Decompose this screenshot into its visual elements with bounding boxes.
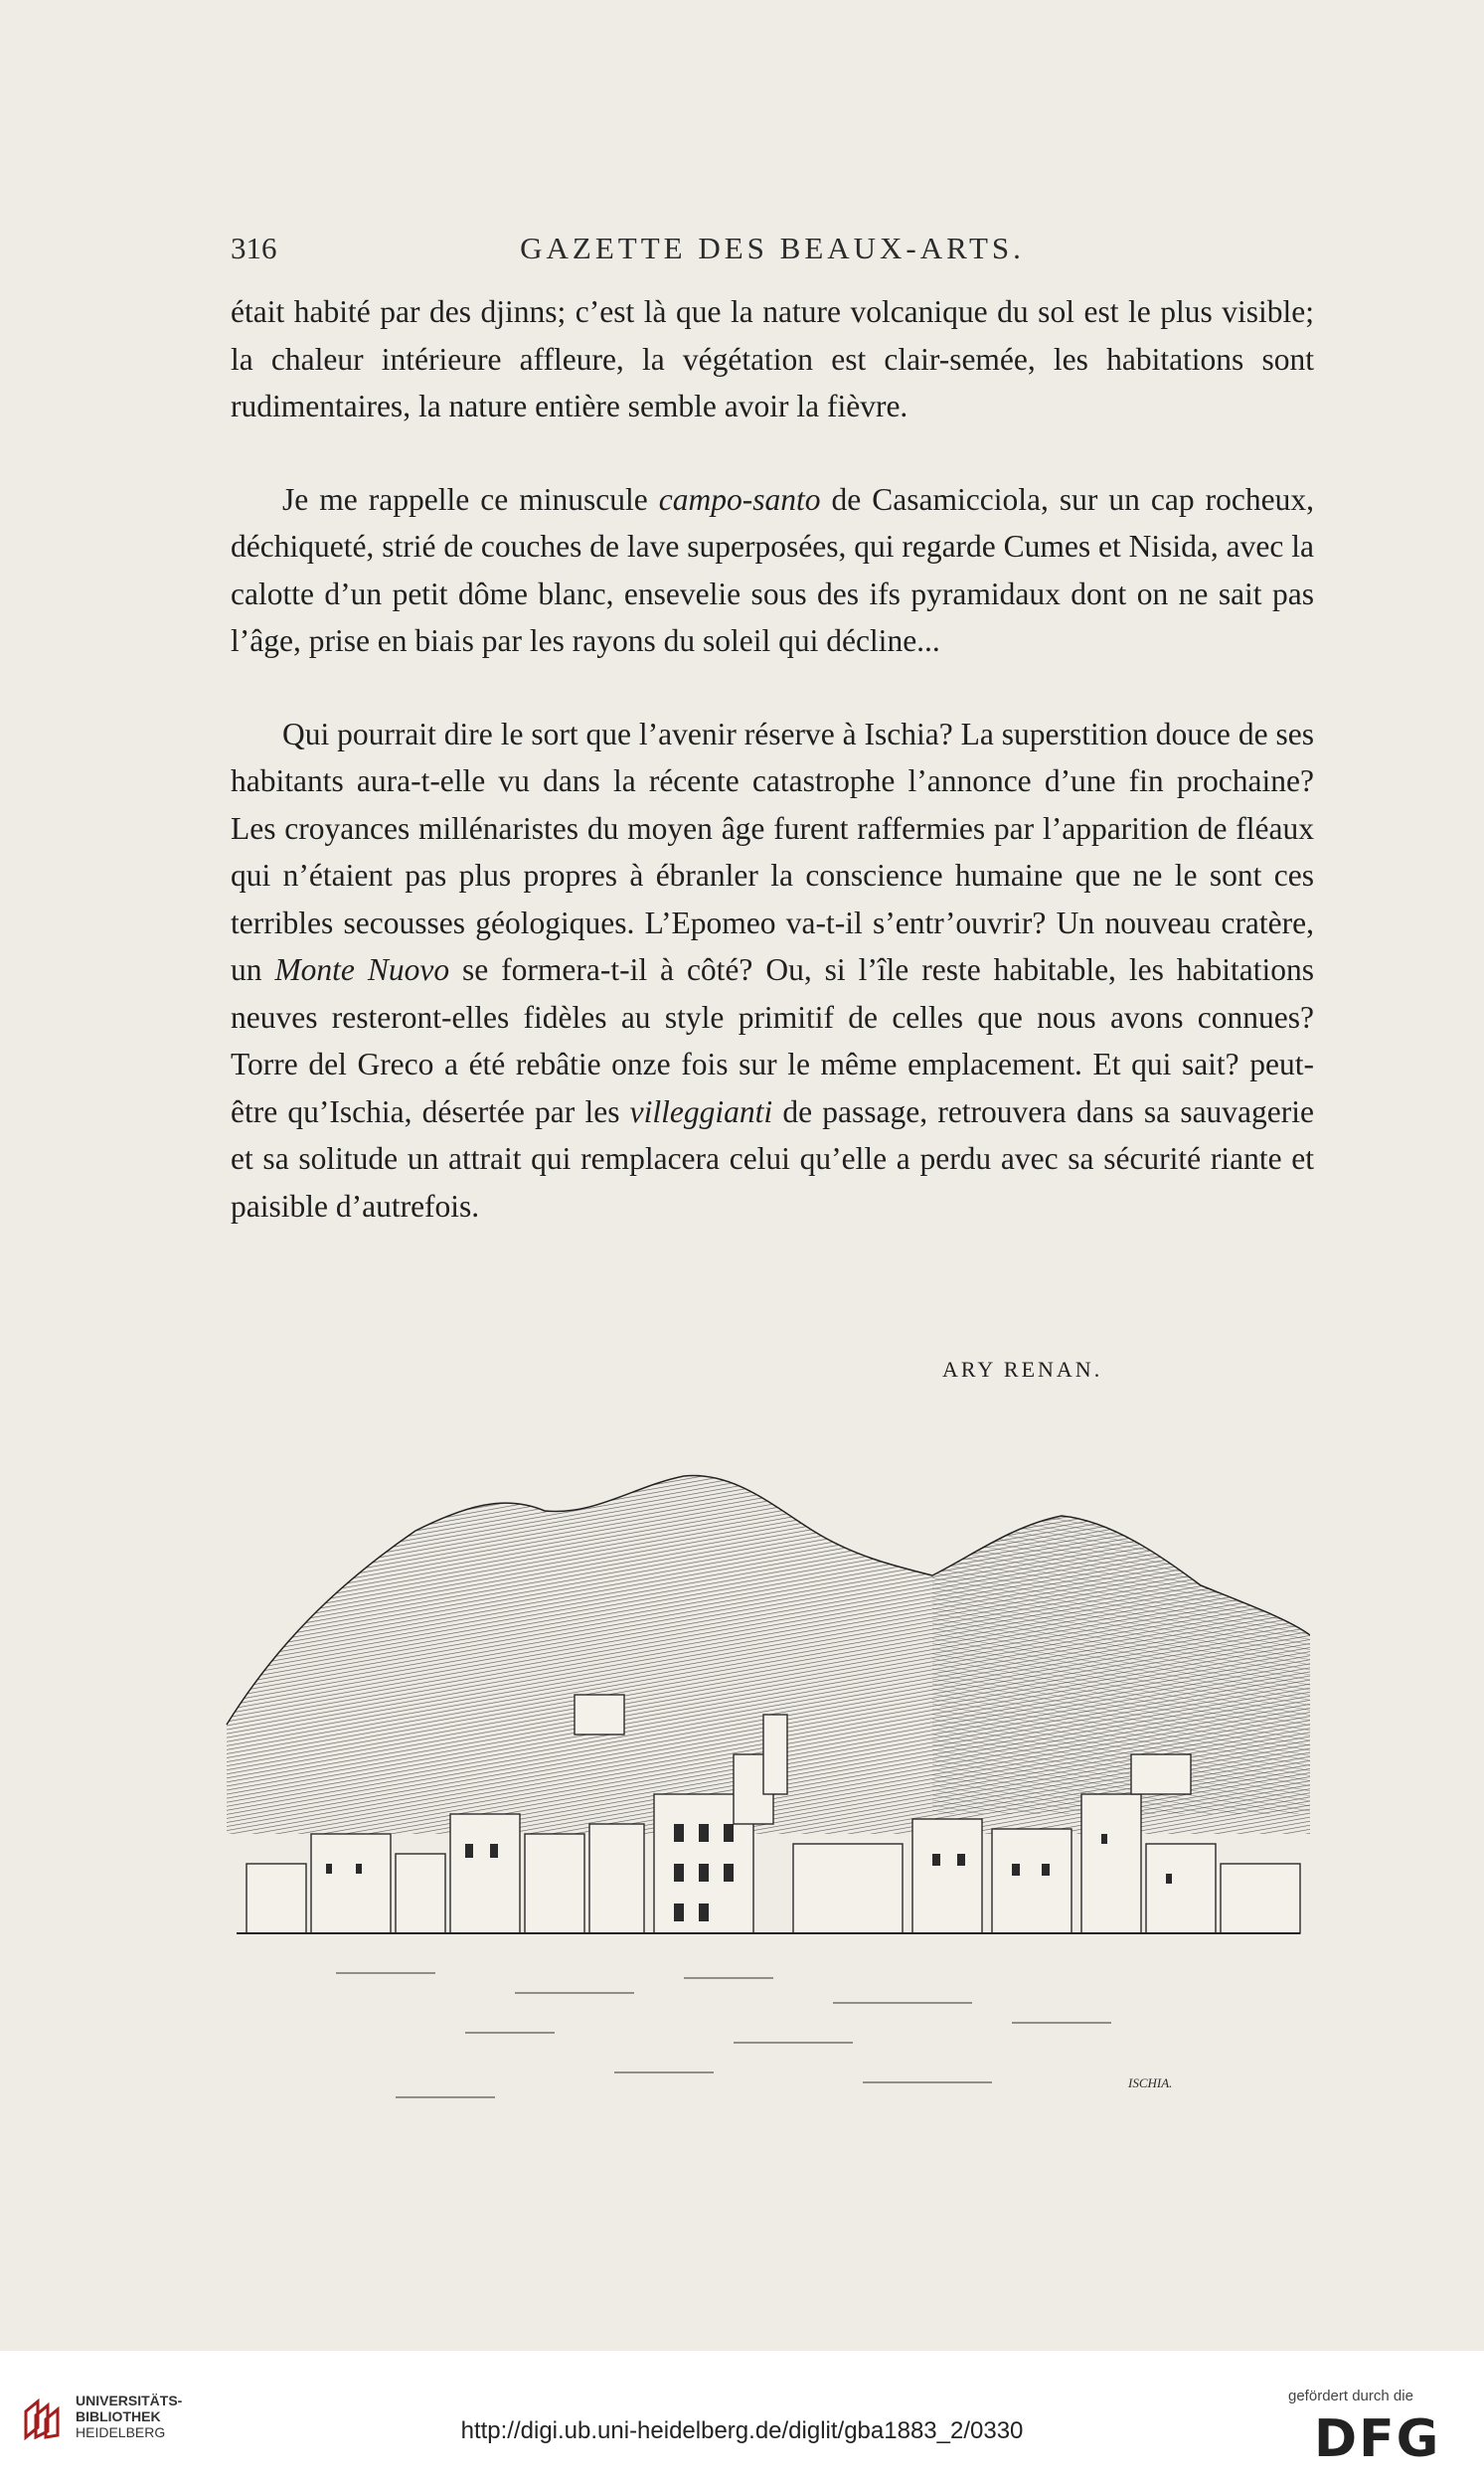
footer-bar	[0, 2351, 1484, 2481]
mountain-right	[932, 1516, 1310, 1814]
library-name: UNIVERSITÄTS- BIBLIOTHEK HEIDELBERG	[76, 2393, 183, 2440]
author-signature: ARY RENAN.	[942, 1357, 1103, 1382]
italic-campo-santo: campo-santo	[658, 481, 821, 517]
permalink-url[interactable]: http://digi.ub.uni-heidelberg.de/diglit/gba1883_2/0330	[460, 2417, 1024, 2444]
running-title: GAZETTE DES BEAUX-ARTS.	[520, 231, 1025, 265]
funded-by-label: gefördert durch die	[1288, 2388, 1413, 2404]
paragraph-1: était habité par des djinns; c’est là que la nature volcanique du sol est le plus visible; la chaleur intérieure affleure, la végétation est clair-semée, les habitations sont rudimentaires, la nature entière semble avoir la fièvre.	[231, 294, 1314, 423]
article-text	[231, 288, 1314, 1230]
italic-monte-nuovo: Monte Nuovo	[274, 952, 450, 987]
ischia-engraving	[217, 1436, 1310, 2132]
sea-strokes	[336, 1973, 1111, 2097]
dfg-logo: DFG	[1314, 2409, 1441, 2469]
page-number: 316	[231, 231, 277, 265]
paragraph-2: Je me rappelle ce minuscule campo-santo de Casamicciola, sur un cap rocheux, déchiqueté, strié de couches de lave superposées, qui regarde Cumes et Nisida, avec la calotte d’un petit dôme blanc, ensevelie sous des ifs pyramidaux dont on ne sait pas l’âge, prise en biais par les rayons du soleil qui décline...	[231, 481, 1314, 658]
italic-villeggianti: villeggianti	[629, 1093, 773, 1129]
paragraph-3: Qui pourrait dire le sort que l’avenir réserve à Ischia? La superstition douce de ses habitants aura-t-elle vu dans la récente catastrophe l’annonce d’une fin prochaine? Les croyances millénaristes du moyen âge furent raffermies par l’apparition de fléaux qui n’étaient pas plus propres à ébranler la conscience humaine que ne le sont ces terribles secousses géologiques. L’Epomeo va-t-il s’entr’ouvrir? Un nouveau cratère, un Monte Nuovo se formera-t-il à côté? Ou, si l’île reste habitable, les habitations neuves resteront-elles fidèles au style primitif de celles que nous avons connues? Torre del Greco a été rebâtie onze fois sur le même emplacement. Et qui sait? peut-être qu’Ischia, désertée par les villeggianti de passage, retrouvera dans sa sauvagerie et sa solitude un attrait qui remplacera celui qu’elle a perdu avec sa sécurité riante et paisible d’autrefois.	[231, 716, 1315, 1224]
page-header	[231, 231, 1314, 274]
illustration-caption: ISCHIA.	[1128, 2075, 1173, 2090]
